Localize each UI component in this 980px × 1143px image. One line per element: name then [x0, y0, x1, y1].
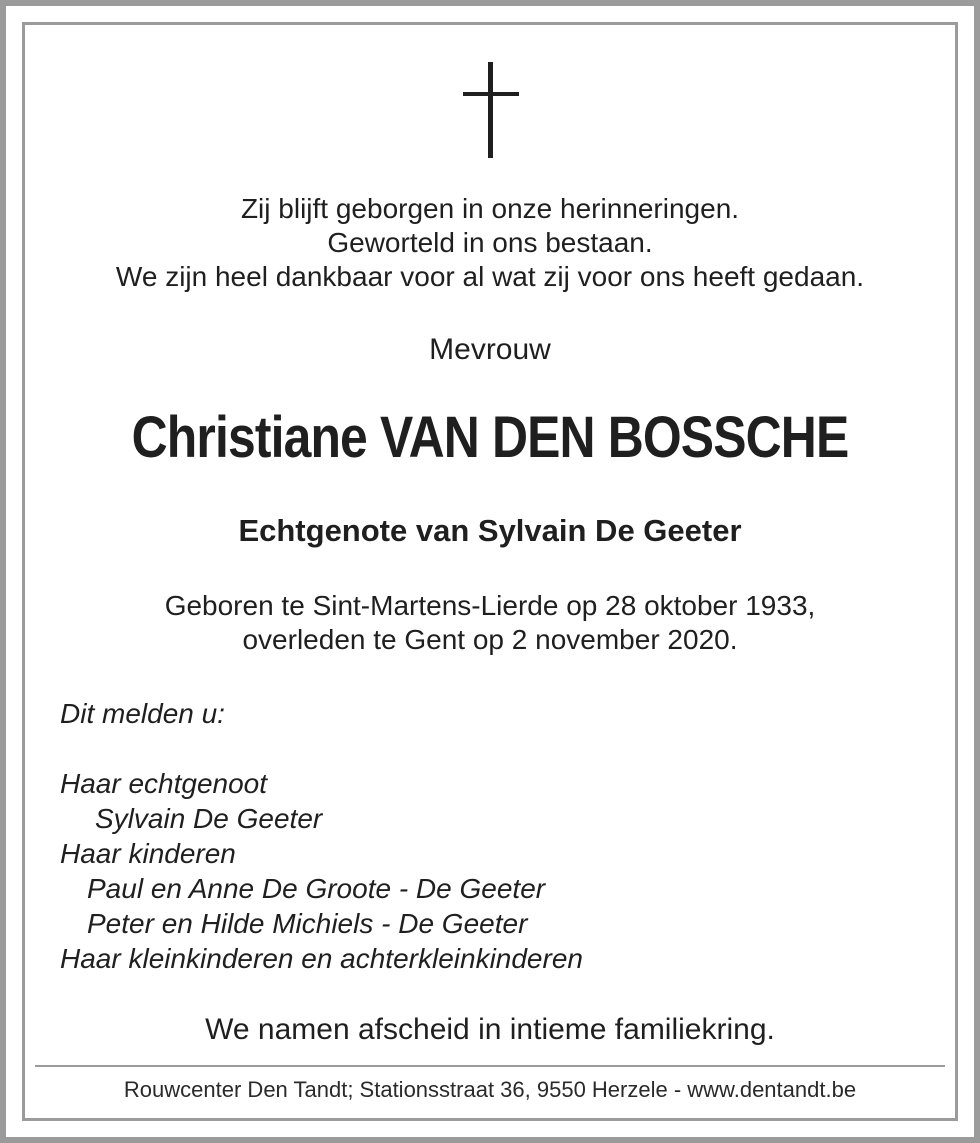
family-member-spouse: Sylvain De Geeter [95, 803, 323, 834]
announce-intro: Dit melden u: [60, 698, 225, 729]
deceased-name: Christiane VAN DEN BOSSCHE [131, 405, 849, 470]
footer-divider [35, 1065, 945, 1067]
honorific-title: Mevrouw [429, 333, 551, 366]
family-heading-grandchildren: Haar kleinkinderen en achterkleinkinderen [60, 943, 583, 974]
family-member-child-1: Paul en Anne De Groote - De Geeter [87, 873, 546, 904]
family-member-child-2: Peter en Hilde Michiels - De Geeter [87, 908, 528, 939]
cross-horizontal-bar [463, 92, 519, 96]
closing-line: We namen afscheid in intieme familiekring. [205, 1013, 775, 1046]
verse-line-1: Zij blijft geborgen in onze herinneringen. [240, 193, 740, 224]
cross-icon [463, 62, 519, 158]
footer-funeral-home: Rouwcenter Den Tandt; Stationsstraat 36, 9550 Herzele - www.dentandt.be [123, 1077, 857, 1102]
family-heading-spouse: Haar echtgenoot [60, 768, 268, 799]
birth-line: Geboren te Sint-Martens-Lierde op 28 oktober 1933, [164, 590, 816, 621]
cross-vertical-bar [488, 62, 493, 158]
death-line: overleden te Gent op 2 november 2020. [242, 624, 738, 655]
spouse-line: Echtgenote van Sylvain De Geeter [238, 513, 742, 548]
verse-line-3: We zijn heel dankbaar voor al wat zij voor ons heeft gedaan. [115, 261, 865, 292]
family-heading-children: Haar kinderen [60, 838, 236, 869]
verse-line-2: Geworteld in ons bestaan. [327, 227, 653, 258]
